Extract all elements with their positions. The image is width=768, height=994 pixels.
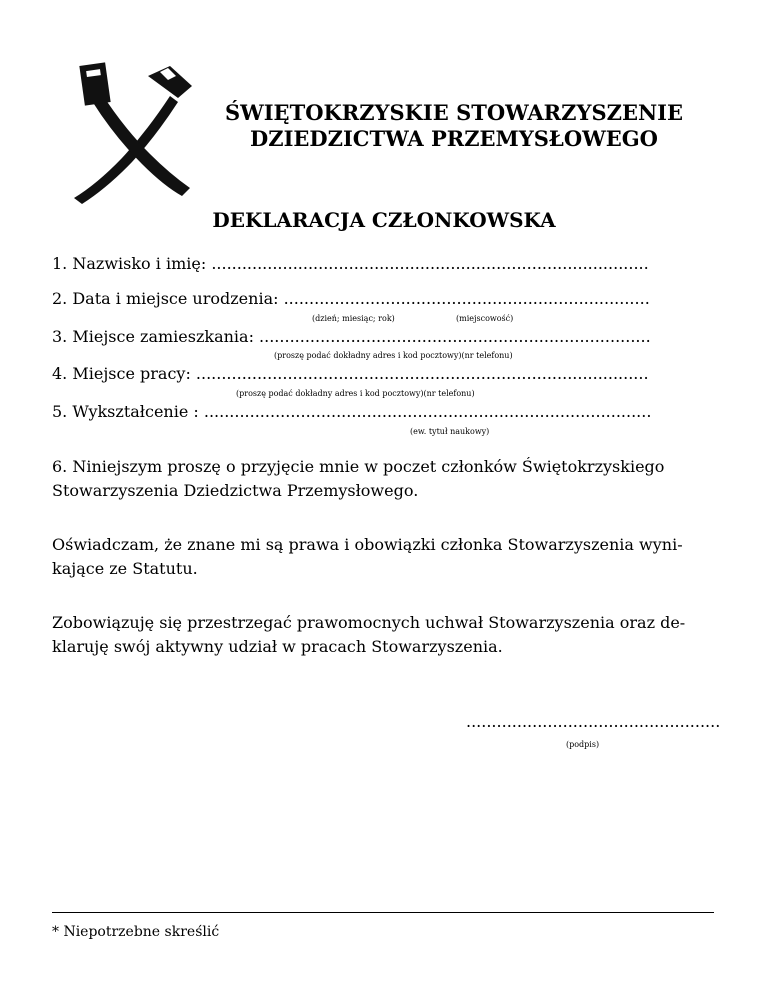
- document-title: DEKLARACJA CZŁONKOWSKA: [212, 208, 556, 232]
- membership-request-line2: Stowarzyszenia Dziedzictwa Przemysłowego.: [52, 481, 419, 500]
- hint-birth-place: (miejscowość): [456, 314, 514, 323]
- statute-declaration: [52, 533, 712, 581]
- statute-declaration-line2: kające ze Statutu.: [52, 559, 198, 578]
- hint-workplace: (proszę podać dokładny adres i kod pocztowy)(nr telefonu): [236, 389, 475, 398]
- membership-request: [52, 455, 712, 503]
- membership-request-line1: 6. Niniejszym proszę o przyjęcie mnie w poczet członków Świętokrzyskiego: [52, 457, 665, 476]
- hint-education: (ew. tytuł naukowy): [410, 427, 490, 436]
- obligation-declaration-line2: klaruję swój aktywny udział w pracach Stowarzyszenia.: [52, 637, 503, 656]
- hint-birth-date: (dzień; miesiąc; rok): [312, 314, 395, 323]
- field-name: 1. Nazwisko i imię: ......................................................................................: [52, 254, 649, 273]
- field-workplace: 4. Miejsce pracy: .........................................................................................: [52, 364, 649, 383]
- footnote: * Niepotrzebne skreślić: [52, 924, 220, 940]
- field-residence: 3. Miejsce zamieszkania: .............................................................................: [52, 327, 651, 346]
- hint-residence: (proszę podać dokładny adres i kod pocztowy)(nr telefonu): [274, 351, 513, 360]
- obligation-declaration-line1: Zobowiązuję się przestrzegać prawomocnych uchwał Stowarzyszenia oraz de-: [52, 613, 686, 632]
- statute-declaration-line1: Oświadczam, że znane mi są prawa i obowiązki członka Stowarzyszenia wyni-: [52, 535, 683, 554]
- field-education: 5. Wykształcenie : ........................................................................................: [52, 402, 652, 421]
- signature-line: ..................................................: [466, 712, 721, 731]
- organization-name-line1: ŚWIĘTOKRZYSKIE STOWARZYSZENIE: [224, 100, 683, 125]
- obligation-declaration: [52, 611, 712, 659]
- organization-name-line2: DZIEDZICTWA PRZEMYSŁOWEGO: [250, 126, 658, 151]
- organization-name: [180, 100, 728, 152]
- field-birth: 2. Data i miejsce urodzenia: ........................................................................: [52, 289, 650, 308]
- footnote-divider: [52, 912, 714, 913]
- signature-label: (podpis): [566, 740, 600, 749]
